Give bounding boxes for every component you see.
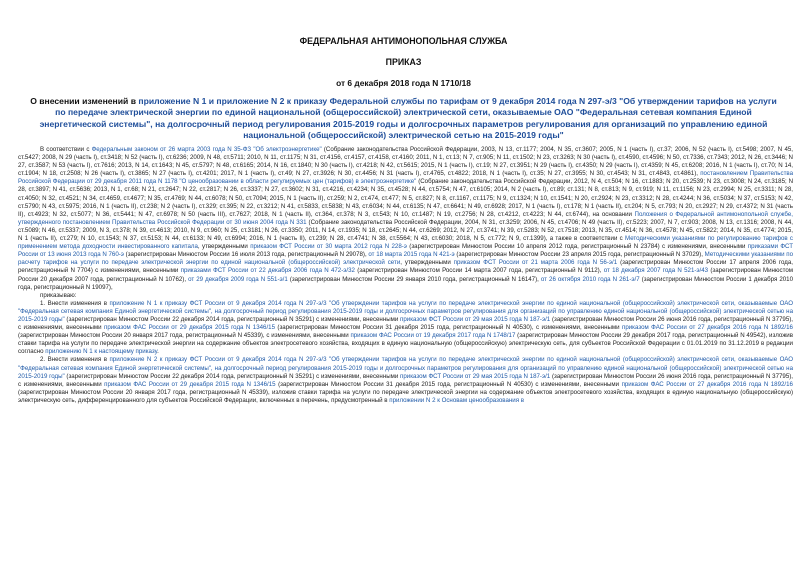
- document-link[interactable]: приказом ФСТ России от 29 мая 2015 года N 187-э/1: [400, 372, 551, 380]
- document-link[interactable]: приложение N 1 к приказу ФСТ России от 9 декабря 2014 года N 297-э/3 "Об утверждении тарифов на услуги по передаче электрической энергии по единой национальной (общероссийской) электрической сети, оказываемые ОАО "Федеральная сетевая компания Единой энергетической системы", на долгосрочный период регулирования 2015-2019 годы и долгосрочных параметров регулирования для организаций по управлению единой национальной (общероссийской) электрической сетью на 2015-2019 годы": [18, 299, 793, 323]
- body-text: 2. Внести изменения в: [40, 356, 110, 364]
- date-number-heading: от 6 декабря 2018 года N 1710/18: [336, 78, 471, 88]
- document-link[interactable]: Положения о Федеральной антимонопольной службе, утвержденного постановлением Правительства Российской Федерации от 30 июня 2004 года N 331: [18, 210, 793, 226]
- document-link[interactable]: приложении N 2 к Основам ценообразования в: [389, 396, 525, 404]
- body-text: , утвержденными: [197, 243, 251, 251]
- prikazyvayu-line: приказываю:: [40, 291, 77, 299]
- body-text: (зарегистрирован Минюстом России 31 декабря 2015 года, регистрационный N 40530) с изменениями, внесенными: [275, 380, 622, 388]
- title-link[interactable]: приложение N 1 и приложение N 2 к приказу Федеральной службы по тарифам от 9 декабря 2014 года N 297-э/3 "Об утверждении тарифов на услуги по передаче электрической энергии по единой национальной (общероссийской) электрической сети, оказываемые ОАО "Федеральная сетевая компания Единой энергетической системы", на долгосрочный период регулирования 2015-2019 годы и долгосрочных параметров регулирования для организаций по управлению единой национальной (общероссийской) электрической сетью на 2015-2019 годы": [39, 96, 777, 141]
- body-text: (зарегистрирован Минюстом России 10 апреля 2012 года, регистрационный N 23784) с изменениями, внесенными: [406, 243, 748, 251]
- document-link[interactable]: приказом ФСТ России от 21 марта 2006 года N 56-э/1: [453, 259, 618, 267]
- body-text: (зарегистрирован Минюстом России 14 марта 2007 года, регистрационный N 9112),: [354, 267, 604, 275]
- body-text: (зарегистрирован Минюстом России 1 декабря 2010 года, регистрационный N 19097),: [18, 275, 793, 291]
- body-text: (зарегистрирован Минюстом России 29 января 2010 года, регистрационный N 16147),: [287, 275, 541, 283]
- body-text: (Собрание законодательства Российской Федерации, 2004, N 31, ст.3259; 2006, N 45, ст.4706; N 49 (часть II), ст.5223; 2007, N 7, ст.903; 2008, N 13, ст.1316; 2008, N 44, ст.5089; N 46, ст.5337; 2009, N 3, ст.378; N 39, ст.4613; 2010, N 9, ст.960; N 25, ст.3181; N 26, ст.3350; 2011, N 14, ст.1935; N 18, ст.2645; N 44, ст.6269; 2012, N 27, ст.3741; N 39, ст.5283; N 52, ст.7518; 2013, N 35, ст.4514; N 36, ст.4578; N 45, ст.5822; 2014, N 35, ст.4774; 2015, N 1 (часть II), ст.279; N 10, ст.1543; N 37, ст.5153; N 44, ст.6133; N 49, ст.6994; 2016, N 1 (часть II), ст.239; N 28, ст.4741; N 38, ст.5564; N 43, ст.6030; 2018, N 5, ст.772; N 9, ст.1399), а также в соответствии с: [18, 218, 793, 243]
- document-link[interactable]: приложению N 1 к настоящему приказу: [45, 348, 158, 356]
- document-link[interactable]: от 18 марта 2015 года N 421-э: [368, 251, 455, 259]
- body-text: (зарегистрирован Минюстом России 22 декабря 2014 года, регистрационный N 35291) с изменениями, внесенными: [64, 372, 401, 380]
- body-text: (зарегистрирован Минюстом России 20 января 2017 года, регистрационный N 45339), изложив ставки тарифа на услуги по передаче электрической энергии на содержание объектов электросетевого хозяйства, входящих в единую национальную (общероссийскую) электрическую сеть, дифференцированного для субъектов Российской Федерации, включенных в перечень, предусмотренный в: [18, 388, 793, 404]
- body-text: (зарегистрирован Минюстом России 22 декабря 2014 года, регистрационный N 35291) с изменениями, внесенными: [64, 315, 401, 323]
- item-2-paragraph: [18, 356, 793, 405]
- body-text: 1. Внести изменения в: [40, 299, 110, 307]
- document-link[interactable]: от 18 декабря 2007 года N 521-э/43: [603, 267, 709, 275]
- document-link[interactable]: Методическими указаниями по расчету тарифов на услуги по передаче электрической энергии по единой национальной (общероссийской) электрической сети: [18, 251, 793, 267]
- body-text: (зарегистрирован Минюстом России 20 января 2017 года, регистрационный N 45339), с изменениями, внесенными: [18, 332, 351, 340]
- document-link[interactable]: приложение N 2 к приказу ФСТ России от 9 декабря 2014 года N 297-э/3 "Об утверждении тарифов на услуги по передаче электрической энергии по единой национальной (общероссийской) электрической сети, оказываемые ОАО "Федеральная сетевая компания Единой энергетической системы", на долгосрочный период регулирования 2015-2019 годы и долгосрочных параметров регулирования для организаций по управлению единой национальной (общероссийской) электрической сетью на 2015-2019 годы": [18, 356, 793, 380]
- document-link[interactable]: постановлением Правительства Российской Федерации от 29 декабря 2011 года N 1178 "О ценообразовании в области регулируемых цен (тарифов) в электроэнергетике": [18, 170, 793, 186]
- body-text: В соответствии с: [40, 146, 92, 153]
- document-link[interactable]: приказом ФАС России от 19 декабря 2017 года N 1748/17: [350, 332, 516, 340]
- document-link[interactable]: приказом ФАС России от 27 декабря 2016 года N 1892/16: [622, 324, 793, 332]
- document-link[interactable]: приказом ФАС России от 27 декабря 2016 года N 1892/16: [621, 380, 793, 388]
- body-text: (зарегистрирован Минюстом России 20 декабря 2007 года, регистрационный N 10762),: [18, 267, 793, 283]
- body-text: (зарегистрирован Минюстом России 23 апреля 2015 года, регистрационный N 37029),: [454, 251, 705, 259]
- document-link[interactable]: приказами ФСТ России от 22 декабря 2006 года N 472-э/32: [180, 267, 355, 275]
- preamble-paragraph: [18, 146, 793, 292]
- document-link[interactable]: Методическими указаниями по регулированию тарифов с применением метода доходности инвестированного капитала: [18, 235, 793, 251]
- doc-type-heading: ПРИКАЗ: [385, 57, 422, 67]
- agency-heading: ФЕДЕРАЛЬНАЯ АНТИМОНОПОЛЬНАЯ СЛУЖБА: [299, 36, 508, 46]
- document-link[interactable]: приказом ФСТ России от 30 марта 2012 года N 228-э: [250, 243, 407, 251]
- body-text: (зарегистрирован Минюстом России 31 декабря 2015 года, регистрационный N 40530), с изменениями, внесенными: [274, 324, 622, 332]
- body-text: .: [157, 348, 159, 356]
- order-title: [30, 96, 777, 142]
- body-text: (зарегистрирован Минюстом России 26 июня 2016 года, регистрационный N 37795), с изменениями, внесенными: [18, 315, 793, 332]
- document-link[interactable]: приказом ФАС России от 29 декабря 2015 года N 1346/15: [104, 380, 276, 388]
- document-link[interactable]: от 26 октября 2010 года N 261-э/7: [540, 275, 640, 283]
- body-text: (зарегистрирован Минюстом России 17 апреля 2006 года, регистрационный N 7704) с изменениями, внесенными: [18, 259, 793, 275]
- body-text: , утвержденными: [400, 259, 454, 267]
- item-1-paragraph: [18, 300, 793, 357]
- body-text: (Собрание законодательства Российской Федерации, 2003, N 13, ст.1177; 2004, N 35, ст.3607; 2005, N 1 (часть I), ст.37; 2006, N 52 (часть I), ст.5498; 2007, N 45, ст.5427; 2008, N 29 (часть I), ст.3418; N 52 (часть I), ст.6236; 2009, N 48, ст.5711; 2010, N 11, ст.1175; N 31, ст.4156, ст.4157, ст.4158, ст.4160; 2011, N 1, ст.13; N 7, ст.905; N 11, ст.1502; N 23, ст.3263; N 30 (часть I), ст.4590, ст.4596; N 50, ст.7336, ст.7343; 2012, N 26, ст.3446; N 27, ст.3587; N 53 (часть I), ст.7616; 2013, N 14, ст.1643; N 45, ст.5797; N 48, ст.6165; 2014, N 16, ст.1840; N 30 (часть I), ст.4218; N 42, ст.5615; 2015, N 1 (часть I), ст.19; N 27, ст.3951; N 29 (часть I), ст.4350; N 29 (часть I), ст.4359; N 45, ст.6208; 2016, N 1 (часть I), ст.70; N 14, ст.1904; N 18, ст.2508; N 26 (часть I), ст.3865; N 27 (часть I), ст.4201; 2017, N 1 (часть I), ст.49; N 27, ст.3926; N 30, ст.4456; N 31 (часть I), ст.4765, ст.4822; 2018, N 1 (часть I), ст.35; N 27, ст.3955; N 30, ст.4543; N 31, ст.4843, ст.4861),: [18, 146, 794, 178]
- document-body: [18, 146, 793, 405]
- document-link[interactable]: приказом ФАС России от 29 декабря 2015 года N 1346/15: [104, 324, 275, 332]
- document-link[interactable]: Федеральным законом от 26 марта 2003 года N 35-ФЗ "Об электроэнергетике": [91, 146, 322, 153]
- document-link[interactable]: приказом ФСТ России от 29 мая 2015 года N 187-э/1: [400, 315, 551, 323]
- document-link[interactable]: приказами ФСТ России от 13 июня 2013 года N 760-э: [18, 243, 794, 259]
- body-text: (зарегистрирован Минюстом России 26 июня 2016 года, регистрационный N 37795), с изменениями, внесенными: [18, 372, 793, 388]
- body-text: (Собрание законодательства Российской Федерации, 2012, N 4, ст.504; N 16, ст.1883; N 20, ст.2539; N 23, ст.3008; N 24, ст.3185; N 28, ст.3897; N 41, ст.5636; 2013, N 1, ст.68; N 21, ст.2647; N 22, ст.2817; N 26, ст.3337; N 27, ст.3602; N 31, ст.4216, ст.4234; N 35, ст.4528; N 44, ст.5754; N 47, ст.6105; 2014, N 2 (часть I), ст.89; ст.131; N 8, ст.813; N 9, ст.919; N 11, ст.1156; N 23, ст.2994; N 25, ст.3311; N 28, ст.4050; N 32, ст.4521; N 34, ст.4659, ст.4677; N 35, ст.4769; N 44, ст.6078; N 50, ст.7094; 2015, N 1 (часть II), ст.259; N 2, ст.474, ст.477; N 5, ст.827; N 8, ст.1167, ст.1175; N 9, ст.1324; N 10, ст.1541; N 20, ст.2924; N 23, ст.3312; N 28, ст.4244; N 36, ст.5034; N 37, ст.5153; N 42, ст.5790; N 43, ст.5975; 2016, N 1 (часть II), ст.238; N 2 (часть I), ст.329; ст.395; N 22, ст.3212; N 41, ст.5833, ст.5838; N 43, ст.6034; N 44, ст.6135; N 47, ст.6641; N 49, ст.6928; 2017, N 1 (часть I), ст.178; N 1 (часть II), ст.204; N 5, ст.793; N 20, ст.2927; N 29, ст.4372; N 31 (часть II), ст.4923; N 32, ст.5077; N 36, ст.5441; N 47, ст.6978; N 50 (часть III), ст.7627; 2018, N 1 (часть II), ст.364, ст.378; N 3, ст.543; N 10, ст.1487; N 19, ст.2756; N 28, ст.4212, ст.4223; N 44, ст.6744), на основании: [18, 178, 794, 218]
- title-prefix: О внесении изменений в: [30, 96, 139, 106]
- document-link[interactable]: от 29 декабря 2009 года N 551-э/1: [188, 275, 288, 283]
- body-text: (зарегистрирован Минюстом России 29 декабря 2017 года, регистрационный N 49542), изложив ставки тарифа на услуги по передаче электрической энергии на содержание объектов электросетевого хозяйства, входящих в единую национальную (общероссийскую) электрическую сеть, для субъектов Российской Федерации с 01.01.2019 по 31.12.2019 в редакции согласно: [18, 332, 793, 356]
- body-text: (зарегистрирован Минюстом России 16 июля 2013 года, регистрационный N 29078),: [123, 251, 369, 259]
